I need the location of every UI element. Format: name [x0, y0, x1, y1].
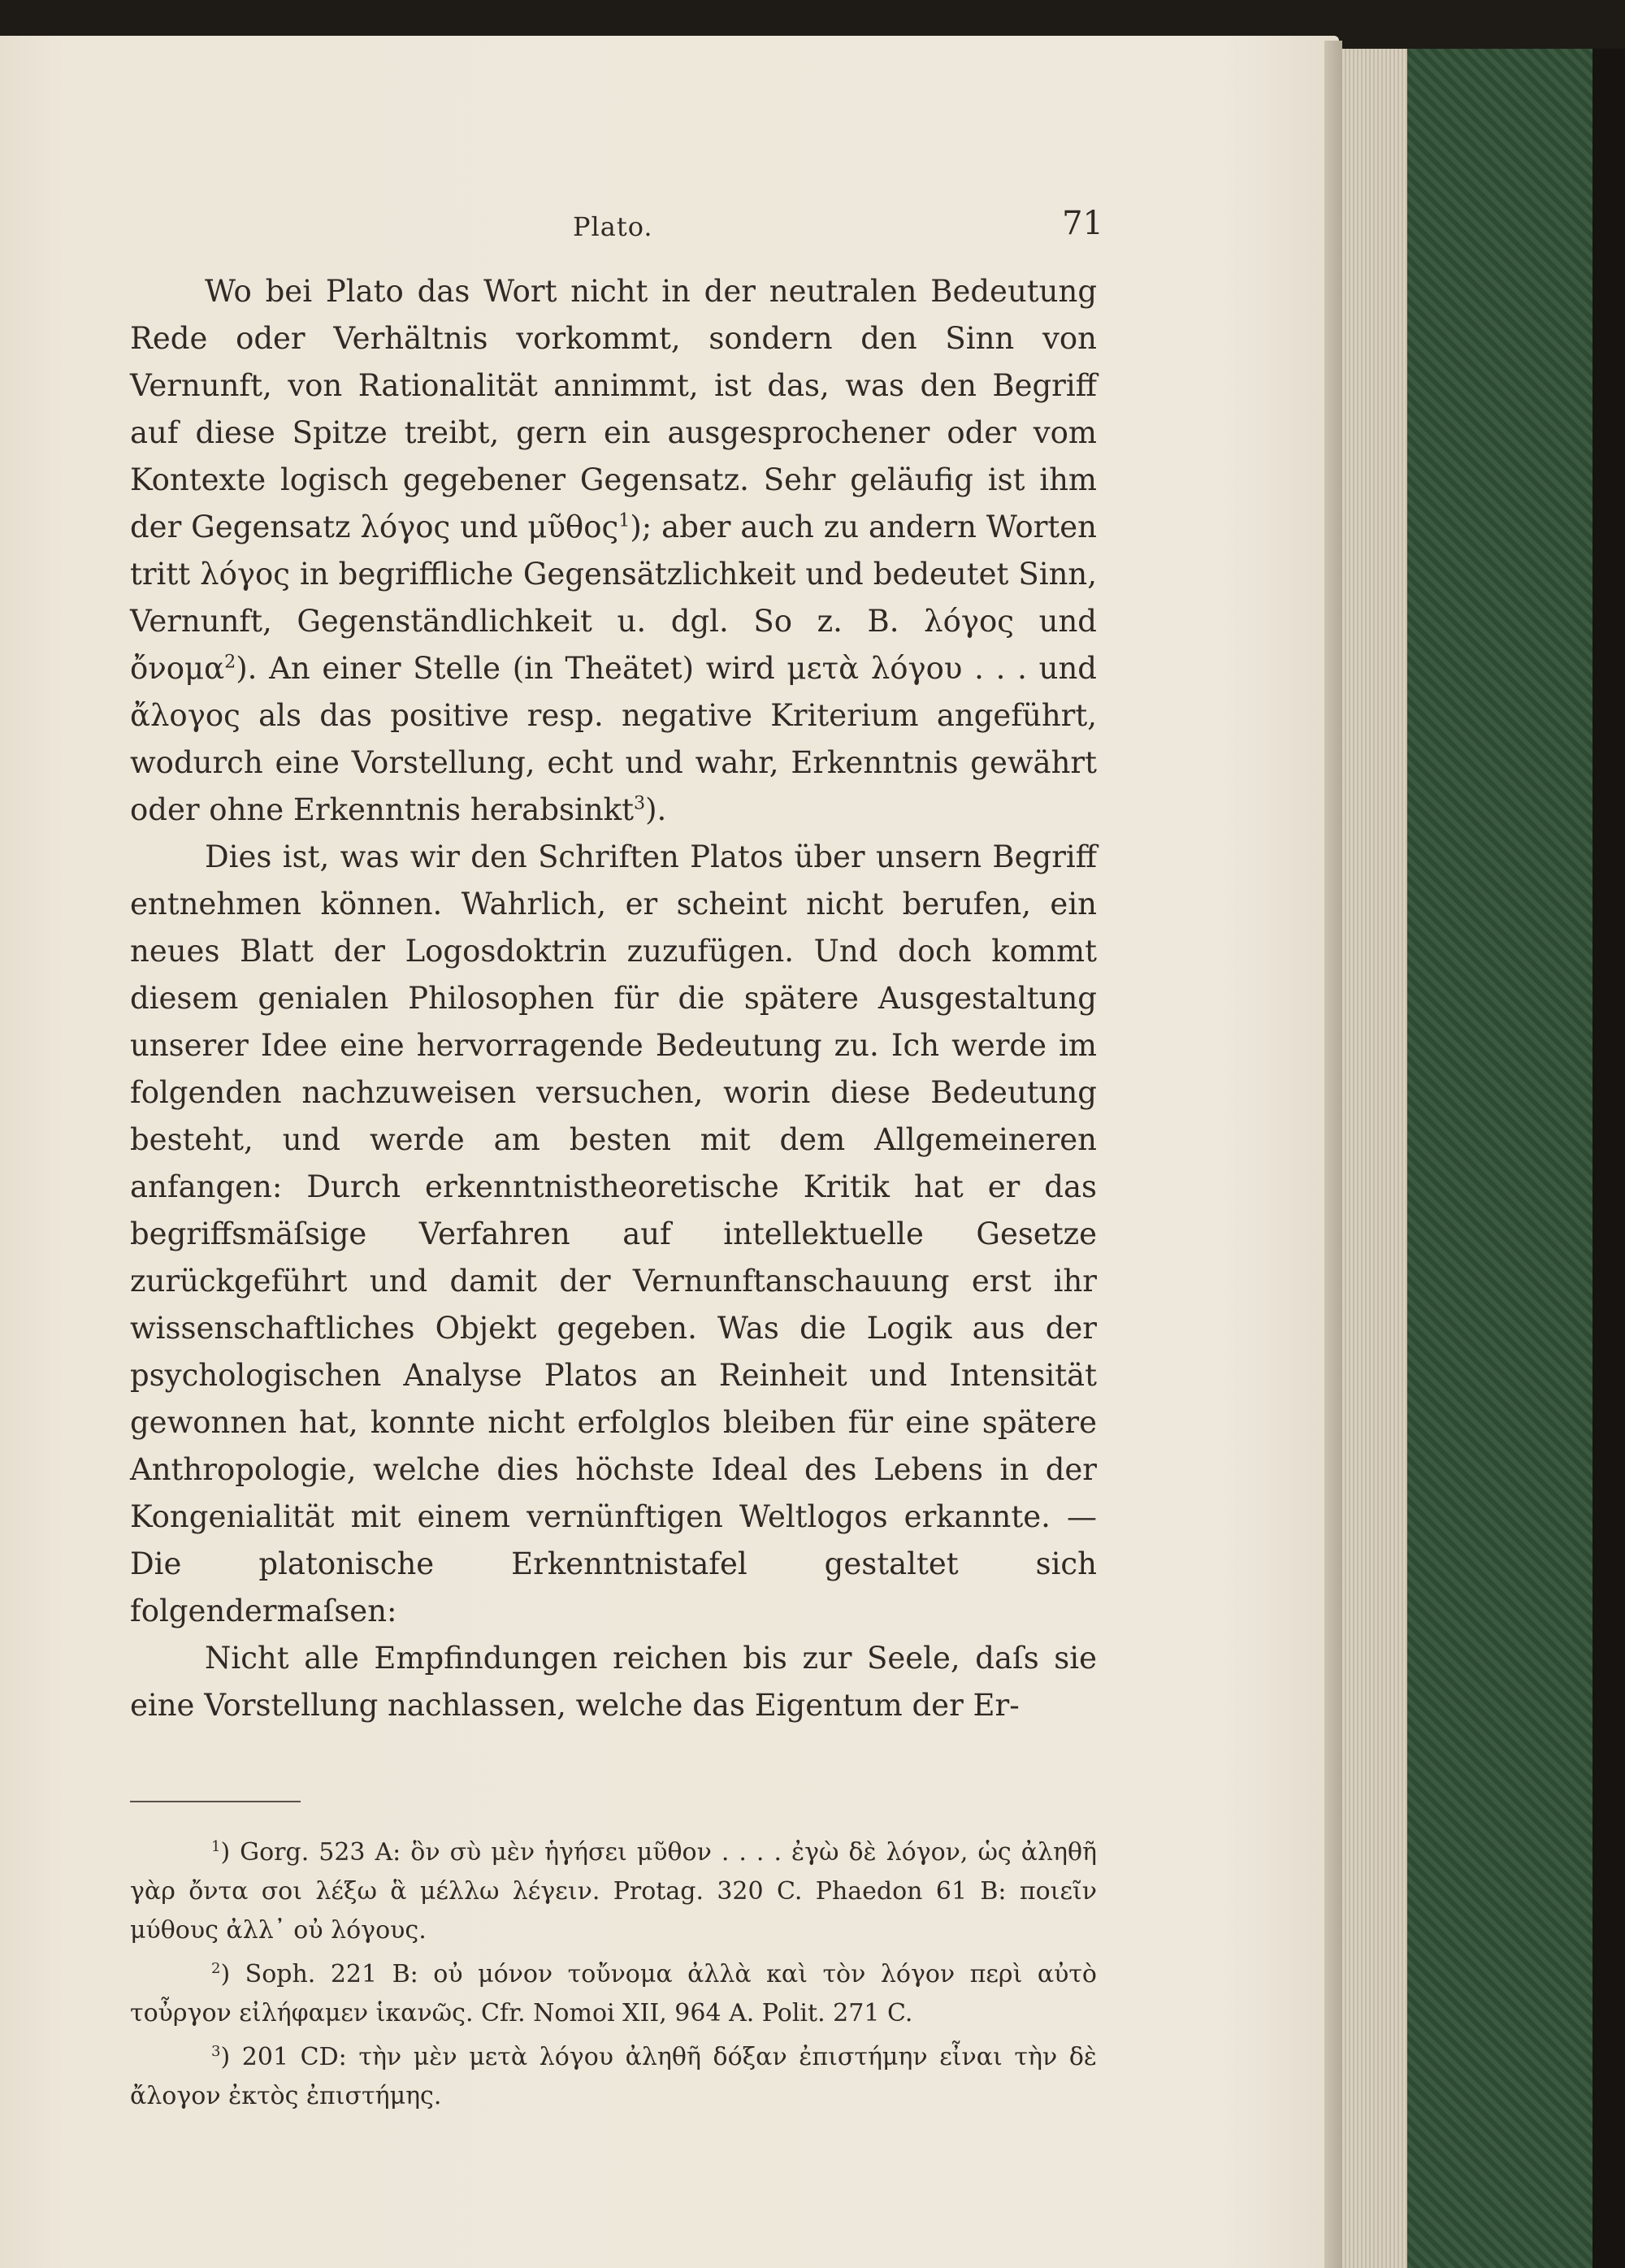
paragraph-1-part-d: ). [645, 792, 667, 827]
paragraph-1-part-b: ); aber auch zu andern Worten tritt λόγος in begriffliche Gegensätzlichkeit und bedeutet Sinn, Vernunft, Gegenständlichkeit u. dgl. So z. B. λόγος und ὄνομα [130, 510, 1097, 686]
footnote-marker: 2 [211, 1960, 221, 1977]
footnote-2 [130, 1955, 1097, 2033]
paragraph-1-part-a: Wo bei Plato das Wort nicht in der neutralen Bedeutung Rede oder Verhältnis vorkommt, sondern den Sinn von Vernunft, von Rationalität annimmt, ist das, was den Begriff auf diese Spitze treibt, gern ein ausgesprochener oder vom Kontexte logisch gegebener Gegensatz. Sehr geläufig ist ihm der Gegensatz λόγος und μῦθος [130, 274, 1097, 544]
footnote-ref-3: 3 [633, 792, 646, 814]
footnote-marker: 1 [211, 1838, 221, 1855]
page-block-edge [1342, 49, 1407, 2268]
book-cover-marbled [1407, 49, 1610, 2268]
paragraph-3: Nicht alle Empfindungen reichen bis zur Seele, daſs sie eine Vorstellung nachlassen, welche das Eigentum der Er- [130, 1641, 1097, 1723]
paragraph-1-part-c: ). An einer Stelle (in Theätet) wird μετὰ λόγου . . . und ἄλογος als das positive resp. negative Kriterium angeführt, wodurch eine Vorstellung, echt und wahr, Erkenntnis gewährt oder ohne Erkenntnis herabsinkt [130, 651, 1097, 827]
footnote-text: ) Gorg. 523 A: ὃν σὺ μὲν ἡγήσει μῦθον . . . . ἐγὼ δὲ λόγον, ὡς ἀληθῆ γὰρ ὄντα σοι λέξω ἃ μέλλω λέγειν. Protag. 320 C. Phaedon 61 B: ποιεῖν μύθους ἀλλ᾽ οὐ λόγους. [130, 1838, 1097, 1945]
page-gutter-shadow [1324, 41, 1342, 2268]
running-head: Plato. [573, 211, 653, 242]
paragraph-1 [130, 268, 1097, 834]
footnote-separator [130, 1801, 301, 1802]
paragraph-2: Dies ist, was wir den Schriften Platos über unsern Begriff entnehmen können. Wahrlich, er scheint nicht berufen, ein neues Blatt der Logosdoktrin zuzufügen. Und doch kommt diesem genialen Philosophen für die spätere Ausgestaltung unserer Idee eine hervorragende Bedeutung zu. Ich werde im folgenden nachzuweisen versuchen, worin diese Bedeutung besteht, und werde am besten mit dem Allgemeineren anfangen: Durch erkenntnistheoretische Kritik hat er das begriffsmäſsige Verfahren auf intellektuelle Gesetze zurückgeführt und damit der Vernunftanschauung erst ihr wissenschaftliches Objekt gegeben. Was die Logik aus der psychologischen Analyse Platos an Reinheit und Intensität gewonnen hat, konnte nicht erfolglos bleiben für eine spätere Anthropologie, welche dies höchste Ideal des Lebens in der Kongenialität mit einem vernünftigen Weltlogos erkannte. — Die platonische Erkenntnistafel gestaltet sich folgendermaſsen: [130, 839, 1097, 1628]
footnote-text: ) Soph. 221 B: οὐ μόνον τοὔνομα ἀλλὰ καὶ τὸν λόγον περὶ αὐτὸ τοὖργον εἰλήφαμεν ἱκανῶς. Cfr. Nomoi XII, 964 A. Polit. 271 C. [130, 1960, 1097, 2027]
body-text [130, 268, 1097, 1729]
footnote-1 [130, 1833, 1097, 1950]
page-header [130, 195, 1103, 268]
footnote-ref-1: 1 [618, 510, 630, 531]
footnote-3 [130, 2038, 1097, 2116]
page-content [130, 195, 1103, 2121]
footnotes [130, 1833, 1097, 2116]
book-cover-edge [1592, 49, 1625, 2268]
footnote-text: ) 201 CD: τὴν μὲν μετὰ λόγου ἀληθῆ δόξαν ἐπιστήμην εἶναι τὴν δὲ ἄλογον ἐκτὸς ἐπιστήμης. [130, 2043, 1097, 2110]
page-number: 71 [1062, 205, 1103, 242]
footnote-marker: 3 [211, 2043, 221, 2060]
footnote-ref-2: 2 [224, 651, 236, 673]
